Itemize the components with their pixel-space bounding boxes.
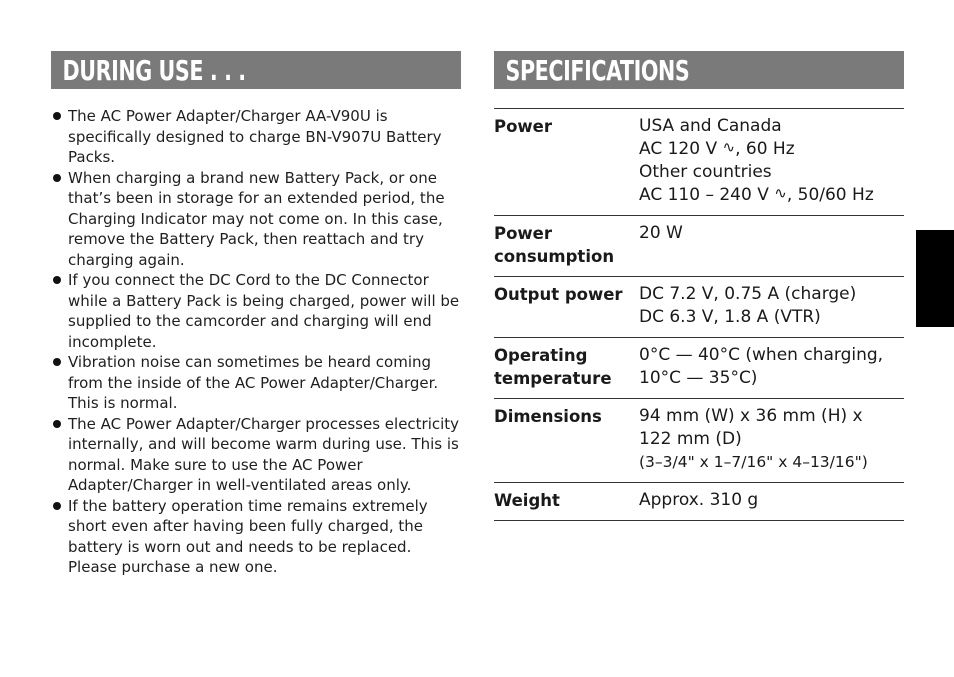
spec-label-line: temperature (494, 369, 612, 388)
during-use-list (51, 106, 463, 578)
page-edge-tab (916, 230, 954, 327)
bullet-icon (53, 502, 61, 510)
list-item (51, 106, 463, 168)
bullet-text: The AC Power Adapter/Charger AA-V90U is specifically designed to charge BN-V907U Battery Packs. (68, 107, 442, 166)
spec-label (494, 216, 639, 277)
spec-row-output (494, 277, 904, 338)
spec-label-line: consumption (494, 247, 615, 266)
spec-text: , 60 Hz (735, 139, 795, 159)
bullet-icon (53, 112, 61, 120)
spec-value (639, 483, 904, 521)
spec-value-line (639, 184, 904, 207)
spec-value-line: Approx. 310 g (639, 490, 759, 510)
bullet-icon (53, 174, 61, 182)
spec-row-dimensions (494, 399, 904, 483)
spec-label: Weight (494, 491, 560, 510)
list-item (51, 496, 463, 578)
list-item (51, 352, 463, 414)
spec-label: Output power (494, 285, 623, 304)
spec-text: AC 120 V (639, 139, 723, 159)
during-use-title: DURING USE . . . (62, 54, 246, 87)
spec-row-consumption (494, 216, 904, 277)
spec-value (639, 338, 904, 399)
spec-value (639, 277, 904, 338)
spec-value-line: USA and Canada (639, 116, 782, 136)
spec-value-line: 0°C — 40°C (when charging, (639, 345, 884, 365)
spec-row-power (494, 109, 904, 216)
spec-label: Power (494, 117, 552, 136)
spec-text: , 50/60 Hz (786, 185, 874, 205)
specifications-header (494, 51, 904, 89)
bullet-text: The AC Power Adapter/Charger processes electricity internally, and will become warm during use. This is normal. Make sure to use the AC Power Adapter/Charger in well-ventilated areas only. (68, 414, 460, 494)
specifications-table (494, 108, 904, 521)
bullet-icon (53, 276, 61, 284)
spec-value-line: 94 mm (W) x 36 mm (H) x (639, 406, 863, 426)
spec-label: Dimensions (494, 407, 602, 426)
list-item (51, 168, 463, 271)
spec-value-line: 20 W (639, 223, 683, 243)
spec-row-temperature (494, 338, 904, 399)
during-use-header (51, 51, 461, 89)
list-item (51, 270, 463, 352)
spec-value (639, 399, 904, 483)
bullet-text: If the battery operation time remains extremely short even after having been fully charged, the battery is worn out and needs to be replaced. Please purchase a new one. (68, 496, 428, 576)
bullet-text: When charging a brand new Battery Pack, or one that’s been in storage for an extended period, the Charging Indicator may not come on. In this case, remove the Battery Pack, then reattach and try charging again. (68, 168, 445, 269)
spec-value-line: Other countries (639, 162, 772, 182)
specifications-title: SPECIFICATIONS (505, 54, 690, 87)
spec-row-weight (494, 483, 904, 521)
spec-text: AC 110 – 240 V (639, 185, 775, 205)
ac-symbol-icon: ∿ (722, 138, 736, 156)
bullet-text: If you connect the DC Cord to the DC Connector while a Battery Pack is being charged, power will be supplied to the camcorder and charging will end incomplete. (68, 271, 460, 351)
spec-label-line: Operating (494, 346, 588, 365)
spec-label (494, 338, 639, 399)
spec-value (639, 109, 904, 216)
ac-symbol-icon: ∿ (774, 184, 787, 202)
bullet-icon (53, 420, 61, 428)
spec-value-line: 122 mm (D) (639, 429, 742, 449)
spec-value (639, 216, 904, 277)
spec-value-line: DC 7.2 V, 0.75 A (charge) (639, 284, 857, 304)
spec-label-line: Power (494, 224, 552, 243)
bullet-text: Vibration noise can sometimes be heard coming from the inside of the AC Power Adapter/Charger. This is normal. (68, 353, 439, 412)
spec-value-line (639, 138, 904, 161)
list-item (51, 414, 463, 496)
spec-value-line: DC 6.3 V, 1.8 A (VTR) (639, 307, 821, 327)
spec-value-line: (3–3/4" x 1–7/16" x 4–13/16") (639, 453, 868, 471)
bullet-icon (53, 358, 61, 366)
spec-value-line: 10°C — 35°C) (639, 368, 758, 388)
